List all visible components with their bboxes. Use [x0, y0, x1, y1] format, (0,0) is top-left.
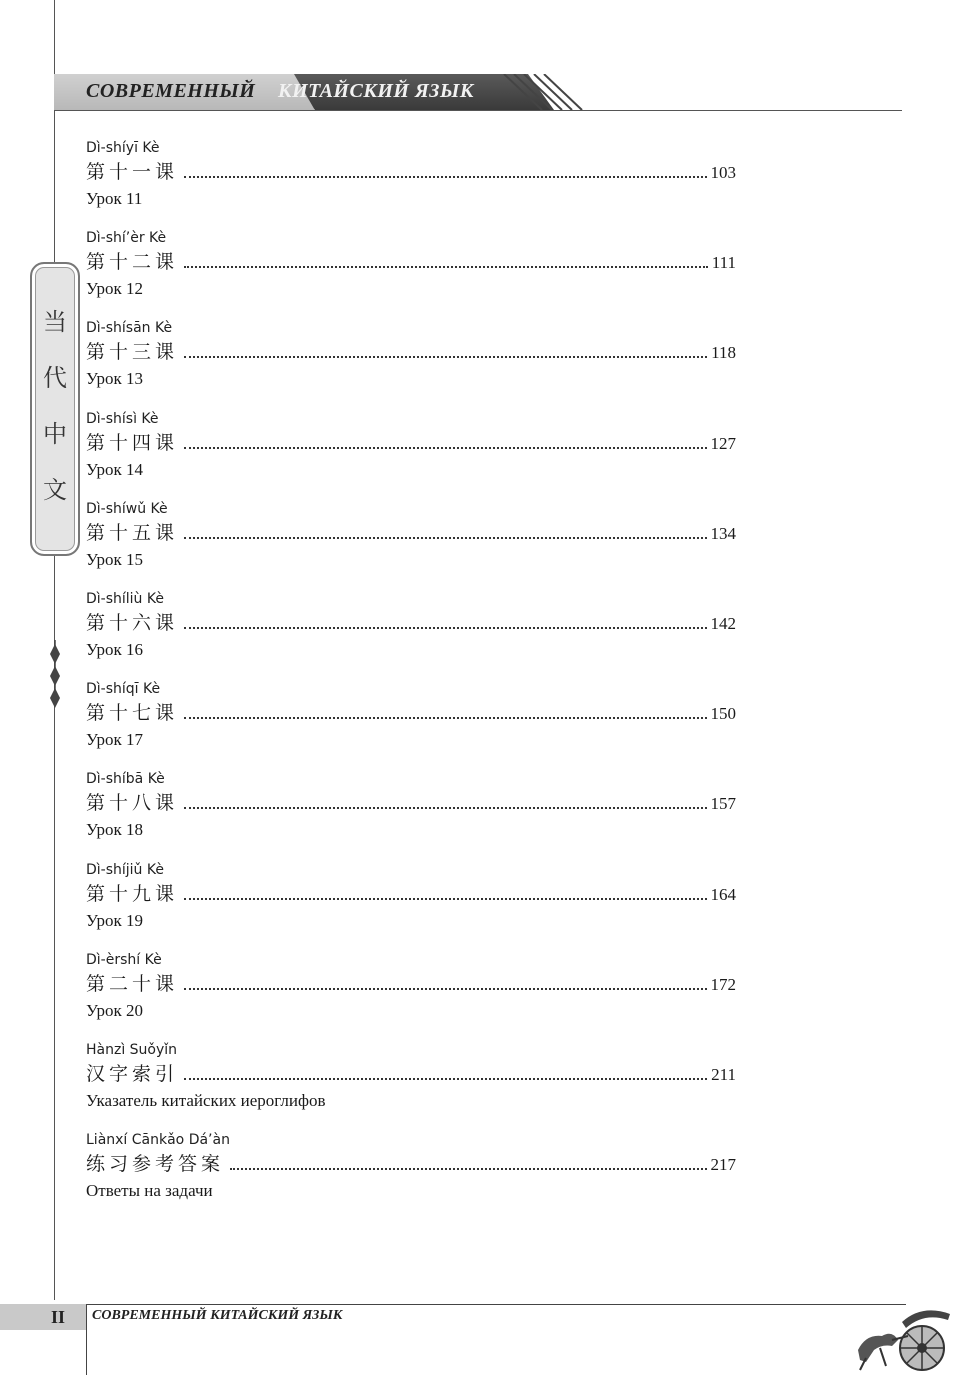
- toc-hanzi: 第十三课: [86, 341, 179, 364]
- toc-hanzi: 第十九课: [86, 882, 179, 905]
- toc-hanzi: 练习参考答案: [86, 1153, 225, 1176]
- dot-leader: [184, 356, 707, 358]
- toc-pinyin: Dì-shíjiǔ Kè: [86, 861, 164, 878]
- running-footer: [0, 1300, 960, 1375]
- footer-rule: [86, 1304, 906, 1305]
- toc-entry: [86, 1040, 736, 1130]
- toc-hanzi: 第十五课: [86, 521, 179, 544]
- side-ornament-icon: [47, 640, 63, 710]
- footer-page-number: II: [50, 1307, 65, 1327]
- header-rule: [54, 110, 902, 111]
- toc-entry: [86, 679, 736, 769]
- toc-page-number: 172: [710, 974, 736, 994]
- toc-page-number: 118: [711, 343, 736, 363]
- dot-leader: [184, 988, 706, 990]
- dot-leader: [184, 627, 706, 629]
- toc-pinyin: Dì-shíyī Kè: [86, 140, 160, 156]
- table-of-contents: [86, 138, 736, 1220]
- side-tab-char: 中: [43, 420, 67, 448]
- toc-russian-title: Урок 13: [86, 369, 144, 389]
- footer-page-box: [0, 1304, 86, 1330]
- toc-entry: [86, 409, 736, 499]
- toc-hanzi: 第十一课: [86, 161, 179, 183]
- footer-vertical-rule: [86, 1304, 87, 1375]
- toc-pinyin: Dì-shísì Kè: [86, 410, 159, 427]
- toc-page-number: 211: [711, 1064, 736, 1084]
- running-header: [54, 74, 904, 112]
- dot-leader: [184, 898, 706, 900]
- dot-leader: [184, 807, 706, 809]
- footer-title: СОВРЕМЕННЫЙ КИТАЙСКИЙ ЯЗЫК: [92, 1308, 343, 1323]
- side-tab-char: 文: [43, 476, 67, 504]
- toc-entry: [86, 138, 736, 228]
- dot-leader: [184, 266, 708, 268]
- toc-russian-title: Урок 19: [86, 910, 144, 930]
- toc-russian-title: Урок 14: [86, 459, 144, 479]
- toc-pinyin: Dì-shíqī Kè: [86, 681, 161, 698]
- toc-russian-title: Урок 16: [86, 639, 144, 659]
- toc-pinyin: Liànxí Cānkǎo Dá’àn: [86, 1132, 230, 1149]
- header-stripes-icon: [494, 74, 614, 111]
- toc-hanzi: 第十二课: [86, 251, 179, 274]
- toc-entry: [86, 499, 736, 589]
- dot-leader: [184, 537, 706, 539]
- header-title-right: КИТАЙСКИЙ ЯЗЫК: [278, 80, 474, 102]
- side-tab-char: 当: [43, 308, 67, 336]
- dot-leader: [184, 1078, 707, 1080]
- chariot-icon: [852, 1300, 956, 1375]
- toc-pinyin: Dì-shísān Kè: [86, 320, 173, 337]
- toc-entry: [86, 950, 736, 1040]
- toc-entry: [86, 860, 736, 950]
- toc-page-number: 127: [710, 433, 736, 453]
- toc-pinyin: Dì-shíliù Kè: [86, 590, 164, 607]
- toc-russian-title: Ответы на задачи: [86, 1181, 213, 1201]
- toc-page-number: 103: [710, 163, 736, 182]
- toc-hanzi: 第十六课: [86, 611, 179, 634]
- toc-page-number: 217: [710, 1155, 736, 1175]
- toc-entry: [86, 228, 736, 318]
- toc-hanzi: 第十四课: [86, 431, 179, 454]
- toc-russian-title: Указатель китайских иероглифов: [86, 1090, 326, 1110]
- dot-leader: [230, 1168, 706, 1170]
- toc-entry: [86, 1130, 736, 1220]
- side-tab-char: 代: [43, 364, 67, 392]
- toc-hanzi: 第十七课: [86, 702, 179, 725]
- header-title-left: СОВРЕМЕННЫЙ: [86, 80, 256, 102]
- dot-leader: [184, 176, 706, 178]
- toc-entry: [86, 318, 736, 408]
- toc-russian-title: Урок 17: [86, 730, 144, 750]
- toc-russian-title: Урок 20: [86, 1000, 144, 1020]
- dot-leader: [184, 447, 706, 449]
- dot-leader: [184, 717, 706, 719]
- toc-pinyin: Dì-shíwǔ Kè: [86, 500, 168, 517]
- toc-pinyin: Dì-èrshí Kè: [86, 951, 162, 968]
- toc-page-number: 134: [710, 523, 736, 543]
- toc-russian-title: Урок 12: [86, 279, 144, 299]
- side-tab: [30, 262, 80, 556]
- toc-page-number: 142: [710, 613, 736, 633]
- toc-hanzi: 第十八课: [86, 792, 179, 815]
- toc-entry: [86, 769, 736, 859]
- toc-pinyin: Hànzì Suǒyǐn: [86, 1041, 178, 1058]
- toc-hanzi: 汉字索引: [86, 1062, 179, 1085]
- toc-pinyin: Dì-shí’èr Kè: [86, 230, 167, 247]
- toc-page-number: 150: [710, 704, 736, 724]
- toc-pinyin: Dì-shíbā Kè: [86, 771, 165, 788]
- toc-page-number: 157: [710, 794, 736, 814]
- toc-page-number: 111: [711, 253, 736, 273]
- toc-hanzi: 第二十课: [86, 972, 179, 995]
- toc-page-number: 164: [710, 884, 736, 904]
- toc-entry: [86, 589, 736, 679]
- toc-russian-title: Урок 15: [86, 549, 144, 569]
- toc-russian-title: Урок 18: [86, 820, 144, 840]
- toc-russian-title: Урок 11: [86, 189, 143, 208]
